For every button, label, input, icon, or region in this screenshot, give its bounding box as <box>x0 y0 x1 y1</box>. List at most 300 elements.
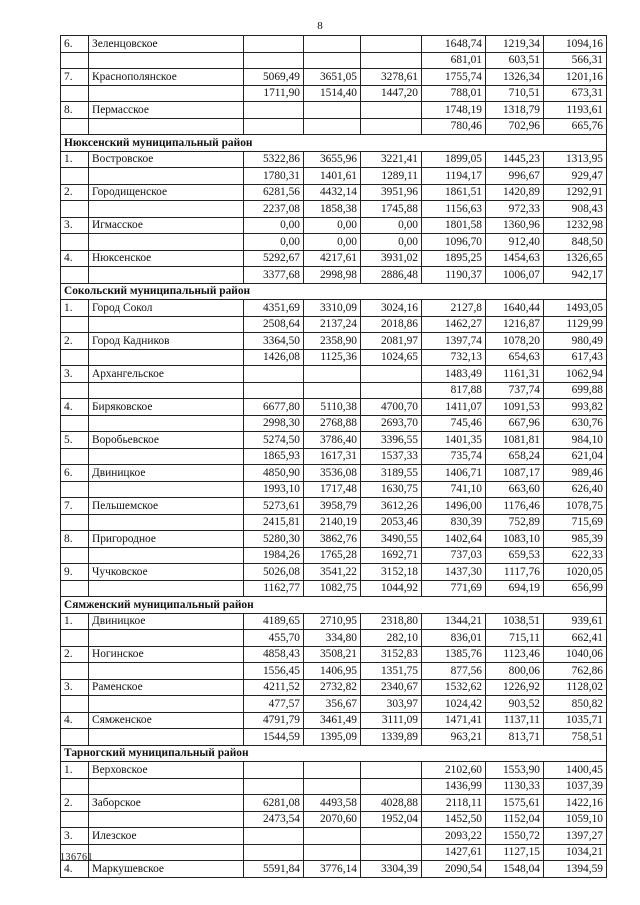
settlement-name <box>89 580 244 597</box>
value-cell: 654,63 <box>486 349 544 366</box>
row-number: 7. <box>61 498 89 515</box>
table-row <box>61 366 607 383</box>
value-cell: 1748,19 <box>422 102 486 119</box>
value-cell: 1313,95 <box>544 151 607 168</box>
value-cell: 1411,07 <box>422 399 486 416</box>
value-cell: 3377,68 <box>244 267 304 284</box>
value-cell <box>244 52 304 69</box>
district-name: Сямженский муниципальный район <box>61 597 607 614</box>
table-row <box>61 217 607 234</box>
value-cell: 4493,58 <box>304 795 361 812</box>
settlement-name <box>89 811 244 828</box>
row-number <box>61 85 89 102</box>
value-cell: 1044,92 <box>361 580 422 597</box>
settlement-name <box>89 448 244 465</box>
value-cell: 3490,55 <box>361 531 422 548</box>
row-number: 9. <box>61 564 89 581</box>
value-cell: 1034,21 <box>544 844 607 861</box>
value-cell: 0,00 <box>304 217 361 234</box>
value-cell: 715,11 <box>486 630 544 647</box>
value-cell: 5026,08 <box>244 564 304 581</box>
value-cell: 752,89 <box>486 514 544 531</box>
value-cell: 4351,69 <box>244 300 304 317</box>
value-cell: 1081,81 <box>486 432 544 449</box>
settlement-name: Биряковское <box>89 399 244 416</box>
value-cell <box>304 844 361 861</box>
value-cell: 1858,38 <box>304 201 361 218</box>
value-cell: 1226,92 <box>486 679 544 696</box>
row-number <box>61 118 89 135</box>
table-row <box>61 465 607 482</box>
value-cell <box>244 382 304 399</box>
value-cell: 741,10 <box>422 481 486 498</box>
settlement-name <box>89 382 244 399</box>
value-cell <box>361 52 422 69</box>
settlement-name <box>89 729 244 746</box>
value-cell: 2998,98 <box>304 267 361 284</box>
value-cell: 621,04 <box>544 448 607 465</box>
value-cell <box>244 366 304 383</box>
value-cell: 1024,65 <box>361 349 422 366</box>
value-cell: 1422,16 <box>544 795 607 812</box>
settlement-name <box>89 118 244 135</box>
value-cell: 662,41 <box>544 630 607 647</box>
value-cell: 2127,8 <box>422 300 486 317</box>
value-cell: 1452,50 <box>422 811 486 828</box>
row-number <box>61 234 89 251</box>
settlement-name: Двиницкое <box>89 465 244 482</box>
value-cell <box>244 102 304 119</box>
value-cell <box>304 366 361 383</box>
value-cell: 1385,76 <box>422 646 486 663</box>
table-row <box>61 646 607 663</box>
value-cell: 1537,33 <box>361 448 422 465</box>
value-cell <box>244 778 304 795</box>
row-number: 3. <box>61 828 89 845</box>
value-cell: 3152,83 <box>361 646 422 663</box>
row-number: 6. <box>61 36 89 53</box>
settlement-name: Воробьевское <box>89 432 244 449</box>
value-cell: 735,74 <box>422 448 486 465</box>
value-cell: 0,00 <box>244 217 304 234</box>
row-number: 1. <box>61 151 89 168</box>
value-cell: 1483,49 <box>422 366 486 383</box>
value-cell <box>361 762 422 779</box>
value-cell: 0,00 <box>244 234 304 251</box>
value-cell: 1630,75 <box>361 481 422 498</box>
value-cell: 1401,61 <box>304 168 361 185</box>
value-cell: 3931,02 <box>361 250 422 267</box>
value-cell: 1861,51 <box>422 184 486 201</box>
settlement-name: Верховское <box>89 762 244 779</box>
value-cell: 942,17 <box>544 267 607 284</box>
value-cell: 758,51 <box>544 729 607 746</box>
value-cell <box>304 828 361 845</box>
value-cell: 780,46 <box>422 118 486 135</box>
value-cell: 1553,90 <box>486 762 544 779</box>
value-cell: 1125,36 <box>304 349 361 366</box>
value-cell: 1426,08 <box>244 349 304 366</box>
table-row <box>61 630 607 647</box>
table-row <box>61 844 607 861</box>
settlement-name: Раменское <box>89 679 244 696</box>
value-cell: 1395,09 <box>304 729 361 746</box>
row-number <box>61 481 89 498</box>
value-cell: 303,97 <box>361 696 422 713</box>
value-cell: 4217,61 <box>304 250 361 267</box>
district-name: Тарногский муниципальный район <box>61 745 607 762</box>
settlement-name <box>89 234 244 251</box>
value-cell: 2358,90 <box>304 333 361 350</box>
row-number: 2. <box>61 333 89 350</box>
value-cell: 4700,70 <box>361 399 422 416</box>
table-row <box>61 712 607 729</box>
value-cell: 836,01 <box>422 630 486 647</box>
value-cell <box>244 36 304 53</box>
value-cell: 3304,39 <box>361 861 422 878</box>
value-cell: 1193,61 <box>544 102 607 119</box>
value-cell <box>361 366 422 383</box>
value-cell: 4432,14 <box>304 184 361 201</box>
value-cell: 4028,88 <box>361 795 422 812</box>
table-row <box>61 349 607 366</box>
table-row <box>61 762 607 779</box>
row-number <box>61 382 89 399</box>
value-cell: 1059,10 <box>544 811 607 828</box>
value-cell: 622,33 <box>544 547 607 564</box>
value-cell: 1397,74 <box>422 333 486 350</box>
settlement-name: Сямженское <box>89 712 244 729</box>
value-cell: 5280,30 <box>244 531 304 548</box>
value-cell: 830,39 <box>422 514 486 531</box>
row-number: 4. <box>61 250 89 267</box>
value-cell: 848,50 <box>544 234 607 251</box>
value-cell <box>304 382 361 399</box>
value-cell <box>361 778 422 795</box>
value-cell: 5273,61 <box>244 498 304 515</box>
value-cell: 771,69 <box>422 580 486 597</box>
table-row <box>61 547 607 564</box>
value-cell: 2237,08 <box>244 201 304 218</box>
row-number <box>61 663 89 680</box>
value-cell: 715,69 <box>544 514 607 531</box>
row-number <box>61 729 89 746</box>
value-cell: 1402,64 <box>422 531 486 548</box>
value-cell: 1514,40 <box>304 85 361 102</box>
table-row <box>61 201 607 218</box>
value-cell: 737,03 <box>422 547 486 564</box>
value-cell: 1952,04 <box>361 811 422 828</box>
value-cell: 1083,10 <box>486 531 544 548</box>
value-cell: 1550,72 <box>486 828 544 845</box>
value-cell: 1094,16 <box>544 36 607 53</box>
row-number: 4. <box>61 861 89 878</box>
settlement-name: Город Сокол <box>89 300 244 317</box>
table-row <box>61 514 607 531</box>
district-header-row <box>61 597 607 614</box>
value-cell: 1176,46 <box>486 498 544 515</box>
value-cell: 3396,55 <box>361 432 422 449</box>
value-cell: 972,33 <box>486 201 544 218</box>
value-cell: 1544,59 <box>244 729 304 746</box>
value-cell: 4858,43 <box>244 646 304 663</box>
row-number: 1. <box>61 762 89 779</box>
table-row <box>61 184 607 201</box>
table-row <box>61 69 607 86</box>
value-cell: 1436,99 <box>422 778 486 795</box>
table-row <box>61 531 607 548</box>
value-cell: 3024,16 <box>361 300 422 317</box>
value-cell: 912,40 <box>486 234 544 251</box>
settlement-name: Город Кадников <box>89 333 244 350</box>
value-cell: 985,39 <box>544 531 607 548</box>
settlement-name: Пермасское <box>89 102 244 119</box>
value-cell: 1471,41 <box>422 712 486 729</box>
value-cell: 1024,42 <box>422 696 486 713</box>
value-cell: 3111,09 <box>361 712 422 729</box>
district-header-row <box>61 283 607 300</box>
row-number: 3. <box>61 217 89 234</box>
value-cell: 566,31 <box>544 52 607 69</box>
table-row <box>61 102 607 119</box>
value-cell: 1397,27 <box>544 828 607 845</box>
value-cell: 908,43 <box>544 201 607 218</box>
value-cell: 2070,60 <box>304 811 361 828</box>
value-cell: 1406,71 <box>422 465 486 482</box>
value-cell: 6281,56 <box>244 184 304 201</box>
settlement-name: Заборское <box>89 795 244 812</box>
value-cell: 1640,44 <box>486 300 544 317</box>
settlement-name <box>89 481 244 498</box>
row-number <box>61 267 89 284</box>
value-cell: 673,31 <box>544 85 607 102</box>
value-cell: 3786,40 <box>304 432 361 449</box>
value-cell: 1462,27 <box>422 316 486 333</box>
value-cell: 656,99 <box>544 580 607 597</box>
value-cell: 1194,17 <box>422 168 486 185</box>
value-cell: 1040,06 <box>544 646 607 663</box>
value-cell: 5110,38 <box>304 399 361 416</box>
settlement-name <box>89 201 244 218</box>
value-cell: 1318,79 <box>486 102 544 119</box>
value-cell: 5292,67 <box>244 250 304 267</box>
value-cell: 455,70 <box>244 630 304 647</box>
settlement-name <box>89 349 244 366</box>
value-cell <box>304 778 361 795</box>
value-cell: 282,10 <box>361 630 422 647</box>
value-cell: 1128,02 <box>544 679 607 696</box>
row-number <box>61 168 89 185</box>
value-cell: 659,53 <box>486 547 544 564</box>
settlement-name <box>89 514 244 531</box>
value-cell: 1091,53 <box>486 399 544 416</box>
value-cell <box>304 118 361 135</box>
value-cell: 0,00 <box>361 234 422 251</box>
value-cell: 1289,11 <box>361 168 422 185</box>
value-cell: 2473,54 <box>244 811 304 828</box>
value-cell: 1437,30 <box>422 564 486 581</box>
value-cell: 1765,28 <box>304 547 361 564</box>
table-row <box>61 52 607 69</box>
value-cell: 1156,63 <box>422 201 486 218</box>
table-row <box>61 613 607 630</box>
value-cell: 1152,04 <box>486 811 544 828</box>
row-number: 8. <box>61 531 89 548</box>
value-cell: 850,82 <box>544 696 607 713</box>
value-cell: 2093,22 <box>422 828 486 845</box>
row-number: 2. <box>61 646 89 663</box>
value-cell: 993,82 <box>544 399 607 416</box>
value-cell: 737,74 <box>486 382 544 399</box>
settlement-name: Краснополянское <box>89 69 244 86</box>
value-cell: 1216,87 <box>486 316 544 333</box>
value-cell: 1556,45 <box>244 663 304 680</box>
value-cell: 1711,90 <box>244 85 304 102</box>
value-cell: 1400,45 <box>544 762 607 779</box>
value-cell <box>304 36 361 53</box>
row-number: 1. <box>61 300 89 317</box>
value-cell: 1137,11 <box>486 712 544 729</box>
table-row <box>61 118 607 135</box>
value-cell: 334,80 <box>304 630 361 647</box>
value-cell: 1020,05 <box>544 564 607 581</box>
row-number: 4. <box>61 712 89 729</box>
value-cell: 3651,05 <box>304 69 361 86</box>
settlement-name <box>89 415 244 432</box>
row-number <box>61 201 89 218</box>
value-cell: 1575,61 <box>486 795 544 812</box>
value-cell: 4211,52 <box>244 679 304 696</box>
value-cell: 1201,16 <box>544 69 607 86</box>
value-cell: 3536,08 <box>304 465 361 482</box>
value-cell: 710,51 <box>486 85 544 102</box>
settlement-name <box>89 52 244 69</box>
value-cell: 1865,93 <box>244 448 304 465</box>
value-cell: 4791,79 <box>244 712 304 729</box>
value-cell: 1096,70 <box>422 234 486 251</box>
table-row <box>61 36 607 53</box>
value-cell: 1078,75 <box>544 498 607 515</box>
value-cell: 2508,64 <box>244 316 304 333</box>
value-cell: 0,00 <box>361 217 422 234</box>
value-cell: 5322,86 <box>244 151 304 168</box>
settlement-name: Игмасское <box>89 217 244 234</box>
table-row <box>61 399 607 416</box>
table-row <box>61 415 607 432</box>
row-number <box>61 448 89 465</box>
value-cell: 2886,48 <box>361 267 422 284</box>
value-cell: 4189,65 <box>244 613 304 630</box>
value-cell: 1129,99 <box>544 316 607 333</box>
tariff-table <box>60 35 607 878</box>
table-row <box>61 564 607 581</box>
settlement-name <box>89 696 244 713</box>
value-cell: 3612,26 <box>361 498 422 515</box>
table-row <box>61 811 607 828</box>
row-number <box>61 811 89 828</box>
value-cell: 1801,58 <box>422 217 486 234</box>
value-cell: 2318,80 <box>361 613 422 630</box>
value-cell: 996,67 <box>486 168 544 185</box>
row-number: 3. <box>61 679 89 696</box>
value-cell: 1292,91 <box>544 184 607 201</box>
value-cell: 699,88 <box>544 382 607 399</box>
row-number: 1. <box>61 613 89 630</box>
value-cell: 1984,26 <box>244 547 304 564</box>
value-cell: 630,76 <box>544 415 607 432</box>
settlement-name: Зеленцовское <box>89 36 244 53</box>
value-cell: 1780,31 <box>244 168 304 185</box>
value-cell: 1344,21 <box>422 613 486 630</box>
value-cell: 477,57 <box>244 696 304 713</box>
row-number: 2. <box>61 184 89 201</box>
row-number: 4. <box>61 399 89 416</box>
value-cell: 984,10 <box>544 432 607 449</box>
value-cell: 1219,34 <box>486 36 544 53</box>
value-cell <box>361 382 422 399</box>
value-cell: 929,47 <box>544 168 607 185</box>
value-cell <box>244 844 304 861</box>
value-cell: 1037,39 <box>544 778 607 795</box>
table-row <box>61 778 607 795</box>
table-row <box>61 481 607 498</box>
value-cell <box>304 52 361 69</box>
value-cell <box>361 844 422 861</box>
value-cell: 989,46 <box>544 465 607 482</box>
table-body <box>61 36 607 878</box>
value-cell <box>361 36 422 53</box>
settlement-name <box>89 267 244 284</box>
row-number <box>61 630 89 647</box>
row-number: 5. <box>61 432 89 449</box>
district-name: Сокольский муниципальный район <box>61 283 607 300</box>
table-row <box>61 85 607 102</box>
value-cell <box>361 828 422 845</box>
table-row <box>61 316 607 333</box>
table-row <box>61 580 607 597</box>
value-cell: 1035,71 <box>544 712 607 729</box>
value-cell: 1745,88 <box>361 201 422 218</box>
table-row <box>61 498 607 515</box>
value-cell: 1532,62 <box>422 679 486 696</box>
value-cell <box>304 102 361 119</box>
table-row <box>61 151 607 168</box>
value-cell: 1548,04 <box>486 861 544 878</box>
value-cell: 1351,75 <box>361 663 422 680</box>
value-cell: 980,49 <box>544 333 607 350</box>
value-cell: 1394,59 <box>544 861 607 878</box>
table-row <box>61 250 607 267</box>
settlement-name <box>89 316 244 333</box>
value-cell: 1895,25 <box>422 250 486 267</box>
value-cell <box>244 828 304 845</box>
row-number: 3. <box>61 366 89 383</box>
settlement-name: Чучковское <box>89 564 244 581</box>
row-number: 6. <box>61 465 89 482</box>
value-cell: 903,52 <box>486 696 544 713</box>
value-cell: 1078,20 <box>486 333 544 350</box>
district-header-row <box>61 745 607 762</box>
value-cell: 1127,15 <box>486 844 544 861</box>
settlement-name: Илезское <box>89 828 244 845</box>
value-cell: 681,01 <box>422 52 486 69</box>
settlement-name: Двиницкое <box>89 613 244 630</box>
settlement-name <box>89 630 244 647</box>
table-row <box>61 679 607 696</box>
value-cell: 1006,07 <box>486 267 544 284</box>
row-number: 8. <box>61 102 89 119</box>
settlement-name: Востровское <box>89 151 244 168</box>
